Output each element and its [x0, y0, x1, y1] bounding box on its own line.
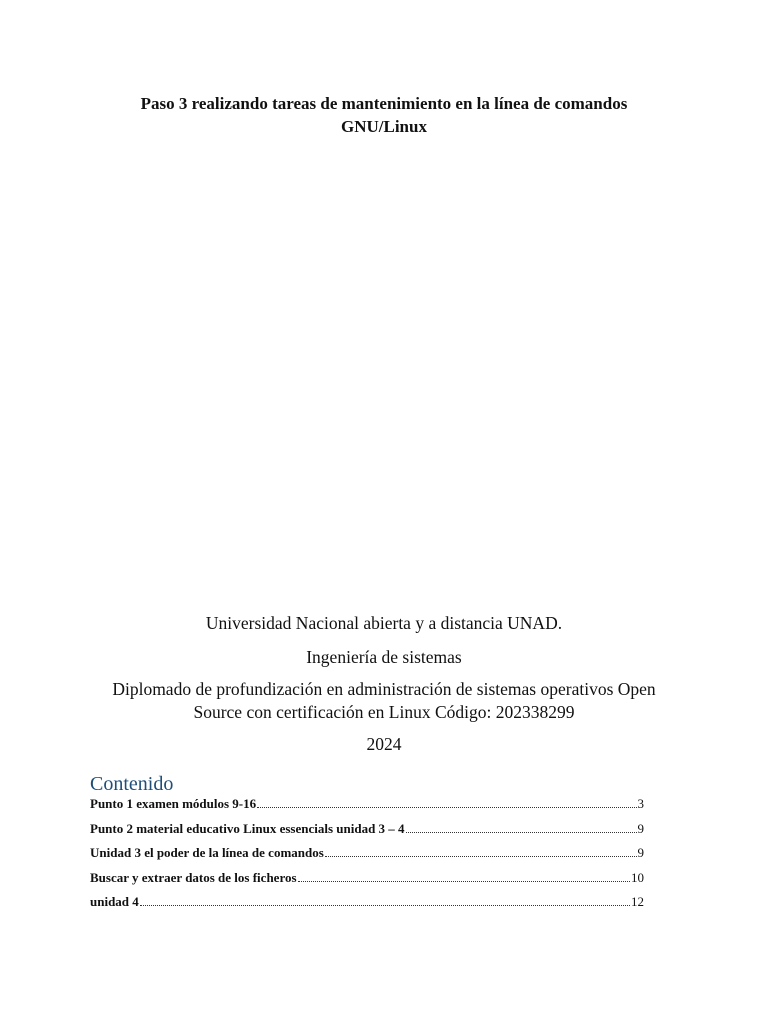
- year: 2024: [366, 734, 402, 754]
- document-title: [0, 92, 768, 138]
- toc-entry-page: 9: [637, 820, 644, 836]
- toc-entry-label: Punto 1 examen módulos 9-16: [90, 796, 257, 811]
- toc-entry-label: Punto 2 material educativo Linux essencials unidad 3 – 4: [90, 820, 405, 836]
- toc-leader-dots: [257, 806, 636, 808]
- toc-entry-label: Buscar y extraer datos de los ficheros: [90, 869, 297, 885]
- toc-heading: Contenido: [90, 773, 174, 795]
- toc-leader-dots: [298, 880, 630, 882]
- toc-leader-dots: [325, 855, 637, 857]
- course-name-line-2: Source con certificación en Linux Código: 202338299: [193, 702, 575, 722]
- course-name: [96, 678, 672, 724]
- toc-entry-label: unidad 4: [90, 894, 139, 909]
- toc-entry[interactable]: [90, 820, 644, 845]
- toc-entry-label: Unidad 3 el poder de la línea de comandos: [90, 845, 324, 860]
- toc-leader-dots: [406, 831, 637, 833]
- document-title-line-1: Paso 3 realizando tareas de mantenimiento en la línea de comandos: [140, 94, 628, 113]
- toc-entry-page: 3: [637, 796, 644, 811]
- toc-entry-page: 9: [637, 845, 644, 860]
- toc-entry[interactable]: [90, 795, 644, 820]
- document-title-line-2: GNU/Linux: [341, 117, 427, 136]
- toc-entry[interactable]: [90, 844, 644, 869]
- table-of-contents: [90, 795, 644, 918]
- toc-entry-page: 12: [631, 894, 644, 909]
- toc-entry[interactable]: [90, 869, 644, 894]
- university-name: Universidad Nacional abierta y a distancia UNAD.: [205, 613, 563, 633]
- program-name: Ingeniería de sistemas: [306, 647, 462, 667]
- toc-entry-page: 10: [631, 869, 644, 885]
- toc-entry[interactable]: [90, 893, 644, 918]
- course-name-line-1: Diplomado de profundización en administración de sistemas operativos Open: [112, 679, 656, 699]
- toc-leader-dots: [140, 904, 630, 906]
